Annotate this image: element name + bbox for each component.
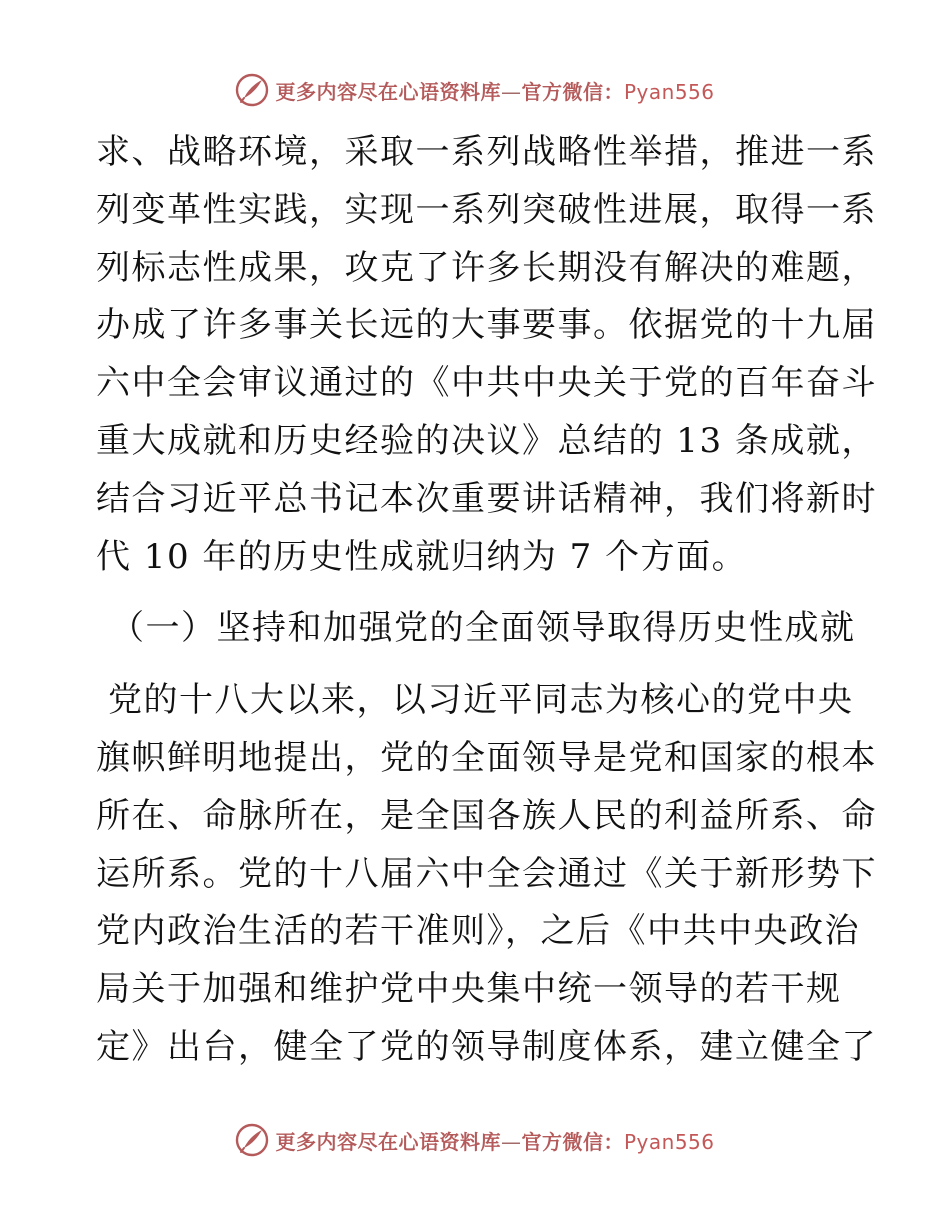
text-line: 求、战略环境，采取一系列战略性举措，推进一系 xyxy=(96,132,877,172)
paragraph-spacer xyxy=(96,586,856,600)
watermark-suffix: 官方微信： xyxy=(521,79,624,104)
header-watermark xyxy=(0,68,950,112)
watermark-account: Pyan556 xyxy=(623,79,715,104)
paragraph-spacer xyxy=(96,658,856,672)
text-line: 列变革性实践，实现一系列突破性进展，取得一系 xyxy=(96,189,877,230)
text-line: 运所系。党的十八届六中全会通过《关于新形势下 xyxy=(96,853,877,894)
quill-pen-logo-icon xyxy=(235,1123,269,1157)
text-line: 旗帜鲜明地提出，党的全面领导是党和国家的根本 xyxy=(96,737,877,778)
footer-watermark xyxy=(0,1118,950,1162)
quill-pen-logo-icon xyxy=(235,73,269,107)
text-line: 所在、命脉所在，是全国各族人民的利益所系、命 xyxy=(96,795,877,836)
watermark-account: Pyan556 xyxy=(623,1129,715,1154)
text-line: 结合习近平总书记本次重要讲话精神，我们将新时 xyxy=(96,478,877,519)
text-line: 六中全会审议通过的《中共中央关于党的百年奋斗 xyxy=(96,363,877,404)
document-body xyxy=(96,124,877,1077)
text-line: 定》出台，健全了党的领导制度体系，建立健全了 xyxy=(96,1026,877,1067)
paragraph-1 xyxy=(96,124,877,586)
text-line: 局关于加强和维护党中央集中统一领导的若干规 xyxy=(96,969,842,1010)
watermark-text xyxy=(275,76,714,105)
watermark-label: 更多内容尽在心语资料库 xyxy=(275,1129,501,1154)
text-line: 党内政治生活的若干准则》，之后《中共中央政治 xyxy=(96,911,860,952)
watermark-label: 更多内容尽在心语资料库 xyxy=(275,79,501,104)
text-line: 办成了许多事关长远的大事要事。依据党的十九届 xyxy=(96,305,877,346)
text-line: 列标志性成果，攻克了许多长期没有解决的难题， xyxy=(96,247,877,288)
watermark-suffix: 官方微信： xyxy=(521,1129,624,1154)
text-line: 代 10 年的历史性成就归纳为 7 个方面。 xyxy=(96,536,748,577)
text-line: 党的十八大以来，以习近平同志为核心的党中央 xyxy=(108,680,854,721)
text-line: 重大成就和历史经验的决议》总结的 13 条成就， xyxy=(96,420,877,461)
section-heading: （一）坚持和加强党的全面领导取得历史性成就 xyxy=(110,608,856,649)
watermark-separator: — xyxy=(500,79,522,104)
watermark-separator: — xyxy=(500,1129,522,1154)
paragraph-2 xyxy=(96,672,877,1077)
watermark-text xyxy=(275,1126,714,1155)
